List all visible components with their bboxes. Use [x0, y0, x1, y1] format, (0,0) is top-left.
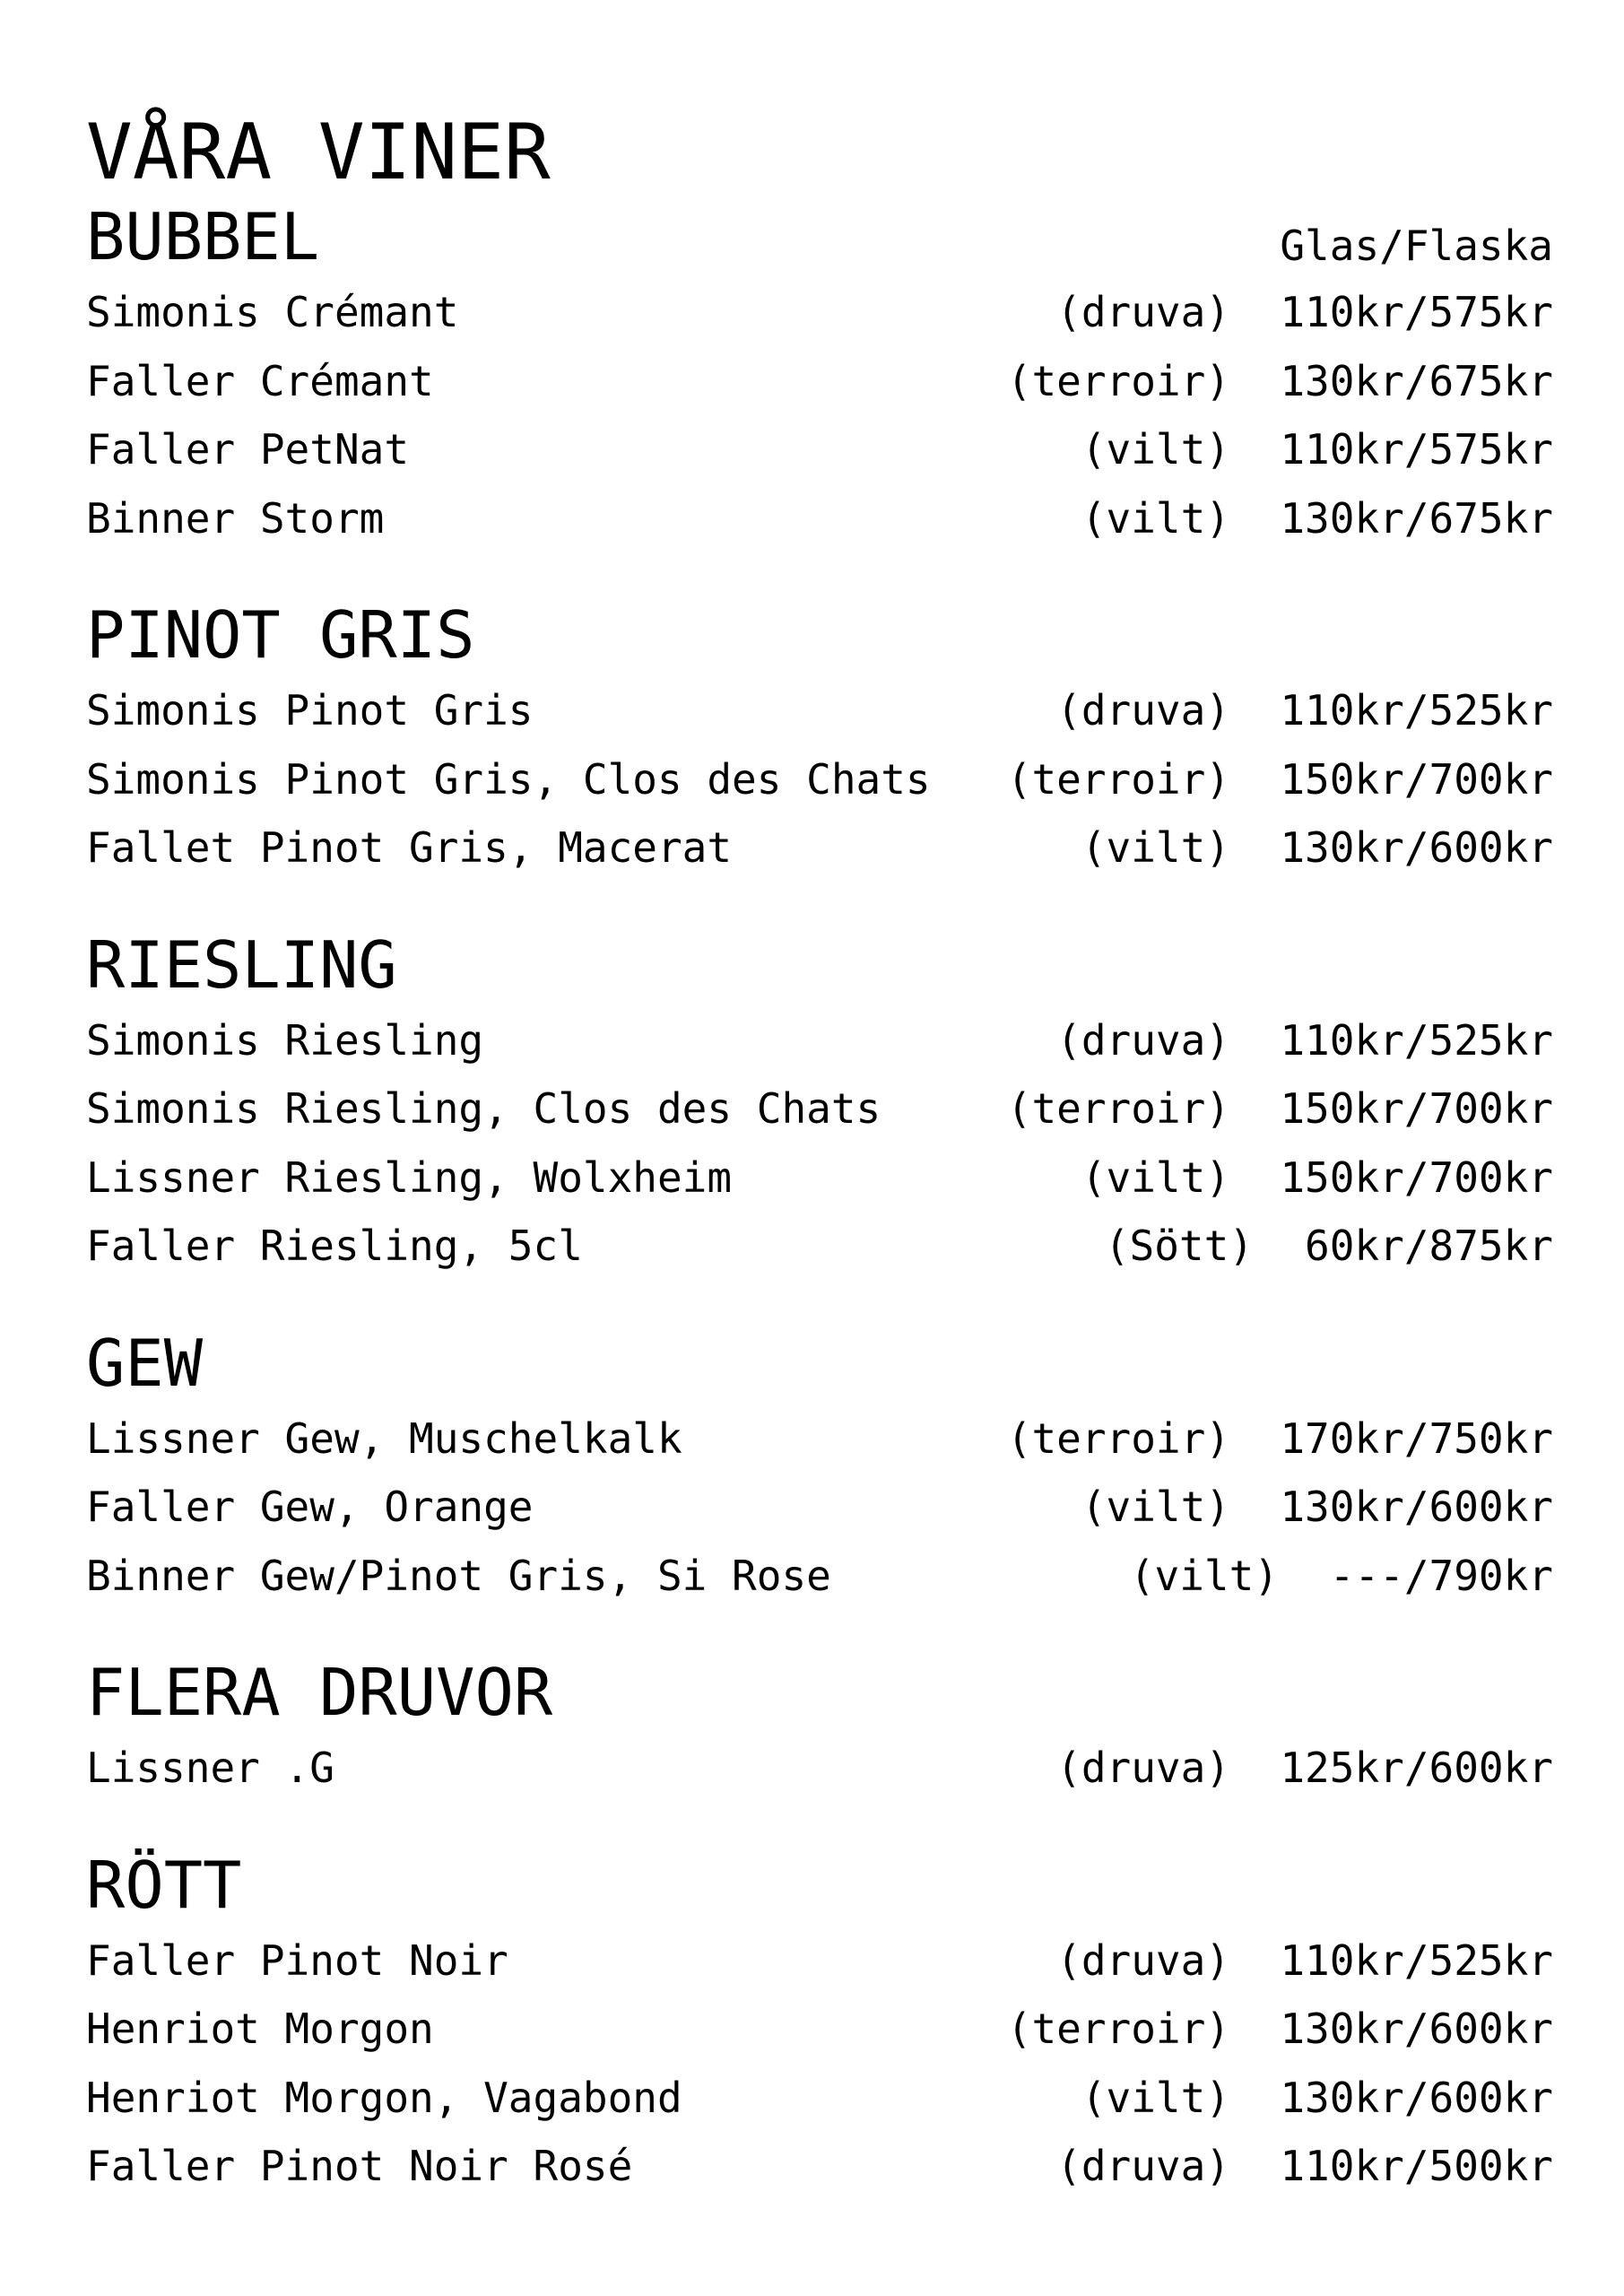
wine-row [86, 347, 1553, 416]
wine-row [86, 1006, 1553, 1075]
section-title: BUBBEL [86, 199, 320, 274]
wine-style: (vilt) [1081, 493, 1230, 543]
wine-name: Lissner .G [86, 1744, 334, 1792]
menu-section [86, 1842, 1553, 2201]
wine-name: Simonis Pinot Gris, Clos des Chats [86, 754, 931, 804]
menu-section [86, 199, 1553, 552]
wine-row [86, 1995, 1553, 2064]
wine-price: 150kr/700kr [1280, 1152, 1553, 1202]
wine-style: (druva) [1056, 686, 1230, 735]
section-title: GEW [86, 1325, 204, 1401]
wine-price: 110kr/525kr [1280, 686, 1553, 735]
wine-name: Simonis Pinot Gris [86, 686, 534, 735]
section-header [86, 592, 1553, 676]
wine-price: ---/790kr [1329, 1551, 1553, 1600]
wine-style: (vilt) [1129, 1551, 1279, 1600]
wine-price: 130kr/600kr [1280, 2073, 1553, 2122]
wine-style: (vilt) [1081, 823, 1230, 872]
wine-name: Faller Pinot Noir Rosé [86, 2142, 633, 2190]
wine-name: Binner Gew/Pinot Gris, Si Rose [86, 1551, 831, 1600]
wine-style: (vilt) [1081, 1483, 1230, 1531]
section-header [86, 1649, 1553, 1734]
wine-row [86, 1074, 1553, 1144]
wine-name: Simonis Riesling, Clos des Chats [86, 1084, 881, 1133]
wine-style: (terroir) [1006, 754, 1230, 804]
wine-menu [86, 99, 1553, 2201]
wine-name: Faller Pinot Noir [86, 1935, 508, 1985]
wine-name: Binner Storm [86, 493, 385, 543]
menu-section [86, 592, 1553, 883]
menu-section [86, 922, 1553, 1281]
wine-style: (druva) [1056, 1935, 1230, 1985]
wine-row [86, 1926, 1553, 1996]
wine-row [86, 1734, 1553, 1803]
section-title: PINOT GRIS [86, 597, 475, 673]
wine-price: 130kr/600kr [1280, 1483, 1553, 1531]
wine-style: (druva) [1056, 1744, 1230, 1792]
wine-name: Lissner Riesling, Wolxheim [86, 1152, 733, 1202]
wine-price: 130kr/600kr [1280, 823, 1553, 872]
wine-style: (vilt) [1081, 2073, 1230, 2122]
wine-style: (terroir) [1006, 1084, 1230, 1133]
wine-name: Simonis Crémant [86, 288, 459, 336]
wine-row [86, 1212, 1553, 1281]
wine-price: 125kr/600kr [1280, 1744, 1553, 1792]
wine-row [86, 2132, 1553, 2201]
menu-sections [86, 199, 1553, 2201]
section-header [86, 1320, 1553, 1405]
menu-section [86, 1320, 1553, 1611]
wine-name: Simonis Riesling [86, 1015, 484, 1065]
wine-row [86, 676, 1553, 745]
wine-row [86, 1542, 1553, 1611]
wine-row [86, 813, 1553, 883]
wine-price: 150kr/700kr [1280, 754, 1553, 804]
wine-row [86, 1405, 1553, 1474]
wine-price: 130kr/675kr [1280, 356, 1553, 405]
wine-price: 110kr/575kr [1280, 288, 1553, 336]
wine-row [86, 484, 1553, 553]
wine-style: (Sött) [1104, 1222, 1254, 1270]
wine-price: 170kr/750kr [1280, 1413, 1553, 1463]
wine-name: Faller Crémant [86, 356, 434, 405]
wine-style: (vilt) [1081, 1152, 1230, 1202]
section-title: RIESLING [86, 926, 397, 1003]
wine-price: 110kr/525kr [1280, 1935, 1553, 1985]
wine-name: Henriot Morgon, Vagabond [86, 2073, 682, 2122]
wine-name: Lissner Gew, Muschelkalk [86, 1413, 682, 1463]
wine-price: 110kr/575kr [1280, 425, 1553, 474]
wine-style: (terroir) [1006, 1413, 1230, 1463]
price-column-header: Glas/Flaska [1280, 222, 1553, 270]
wine-row [86, 278, 1553, 347]
wine-style: (druva) [1056, 2142, 1230, 2190]
wine-name: Fallet Pinot Gris, Macerat [86, 823, 733, 872]
wine-price: 110kr/525kr [1280, 1015, 1553, 1065]
section-title: RÖTT [86, 1847, 242, 1923]
wine-price: 60kr/875kr [1305, 1222, 1553, 1270]
wine-style: (terroir) [1006, 2005, 1230, 2053]
wine-style: (druva) [1056, 1015, 1230, 1065]
wine-name: Faller Riesling, 5cl [86, 1222, 583, 1270]
wine-row [86, 2064, 1553, 2133]
menu-section [86, 1649, 1553, 1803]
wine-style: (vilt) [1081, 425, 1230, 474]
wine-price: 130kr/675kr [1280, 493, 1553, 543]
section-header [86, 922, 1553, 1006]
section-title: FLERA DRUVOR [86, 1655, 553, 1730]
wine-price: 130kr/600kr [1280, 2005, 1553, 2053]
wine-name: Henriot Morgon [86, 2005, 434, 2053]
wine-row [86, 1473, 1553, 1542]
wine-style: (druva) [1056, 288, 1230, 336]
page-title: VÅRA VINER [86, 108, 551, 197]
wine-name: Faller PetNat [86, 425, 410, 474]
wine-price: 110kr/500kr [1280, 2142, 1553, 2190]
wine-row [86, 1144, 1553, 1213]
wine-row [86, 745, 1553, 814]
wine-price: 150kr/700kr [1280, 1084, 1553, 1133]
wine-style: (terroir) [1006, 356, 1230, 405]
wine-row [86, 415, 1553, 484]
wine-name: Faller Gew, Orange [86, 1483, 534, 1531]
section-header [86, 1842, 1553, 1926]
section-header [86, 199, 1553, 278]
